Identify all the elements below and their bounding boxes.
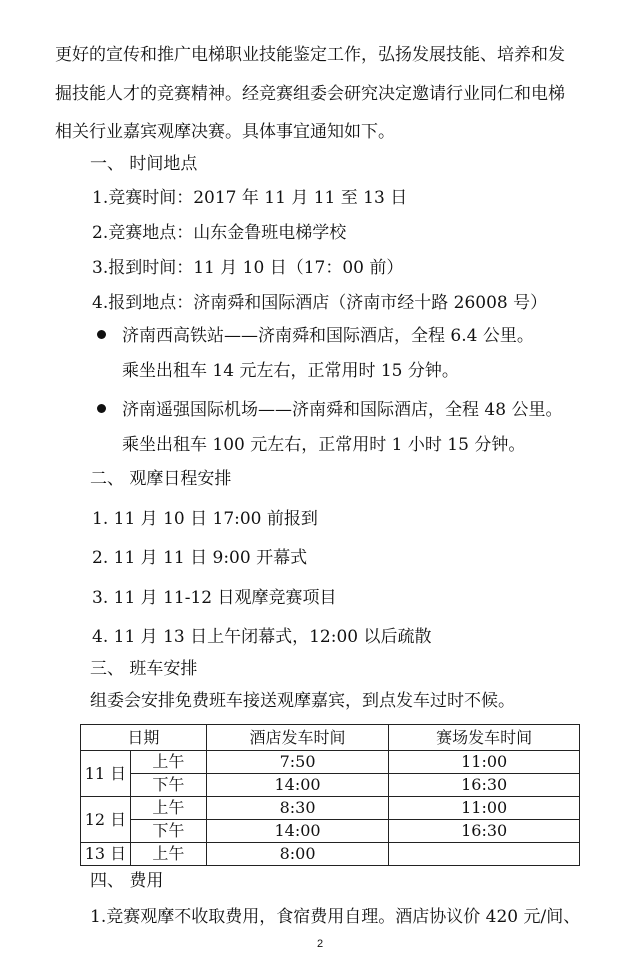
hotel-time-cell: 8:30 xyxy=(206,797,389,820)
list-item: 1.竞赛时间：2017 年 11 月 11 至 13 日 xyxy=(92,188,408,208)
bullet-item-line: 乘坐出租车 100 元左右，正常用时 1 小时 15 分钟。 xyxy=(122,435,526,455)
section-heading-time-location: 一、 时间地点 xyxy=(90,154,198,174)
venue-time-cell: 16:30 xyxy=(389,774,580,797)
bullet-icon xyxy=(97,404,106,413)
bullet-item-line: 济南遥强国际机场——济南舜和国际酒店，全程 48 公里。 xyxy=(122,400,563,420)
table-row xyxy=(81,843,580,866)
hotel-time-cell: 14:00 xyxy=(206,774,389,797)
date-cell: 13 日 xyxy=(81,843,131,866)
bullet-item-line: 济南西高铁站——济南舜和国际酒店，全程 6.4 公里。 xyxy=(122,326,534,346)
hotel-time-cell: 14:00 xyxy=(206,820,389,843)
venue-time-cell xyxy=(389,843,580,866)
table-row xyxy=(81,751,580,774)
list-item: 4.报到地点：济南舜和国际酒店（济南市经十路 26008 号） xyxy=(92,293,548,313)
table-row xyxy=(81,797,580,820)
list-item: 2. 11 月 11 日 9:00 开幕式 xyxy=(92,548,308,568)
date-cell: 11 日 xyxy=(81,751,131,797)
venue-time-cell: 11:00 xyxy=(389,797,580,820)
section-heading-shuttle: 三、 班车安排 xyxy=(90,659,198,679)
list-item: 3.报到时间：11 月 10 日（17：00 前） xyxy=(92,258,404,278)
period-cell: 上午 xyxy=(130,797,206,820)
intro-line: 掘技能人才的竞赛精神。经竞赛组委会研究决定邀请行业同仁和电梯 xyxy=(55,84,565,104)
hotel-time-cell: 7:50 xyxy=(206,751,389,774)
shuttle-note: 组委会安排免费班车接送观摩嘉宾，到点发车过时不候。 xyxy=(90,691,515,711)
table-header-cell: 酒店发车时间 xyxy=(206,725,389,751)
venue-time-cell: 16:30 xyxy=(389,820,580,843)
venue-time-cell: 11:00 xyxy=(389,751,580,774)
list-item: 3. 11 月 11-12 日观摩竞赛项目 xyxy=(92,588,337,608)
table-header-cell: 赛场发车时间 xyxy=(389,725,580,751)
page-number: 2 xyxy=(316,938,324,950)
period-cell: 下午 xyxy=(130,820,206,843)
table-header-row xyxy=(81,725,580,751)
table-row xyxy=(81,774,580,797)
period-cell: 上午 xyxy=(130,843,206,866)
list-item: 2.竞赛地点：山东金鲁班电梯学校 xyxy=(92,223,347,243)
date-cell: 12 日 xyxy=(81,797,131,843)
section-heading-fees: 四、 费用 xyxy=(90,871,164,891)
section-heading-schedule: 二、 观摩日程安排 xyxy=(90,469,232,489)
hotel-time-cell: 8:00 xyxy=(206,843,389,866)
period-cell: 上午 xyxy=(130,751,206,774)
intro-line: 更好的宣传和推广电梯职业技能鉴定工作，弘扬发展技能、培养和发 xyxy=(55,45,565,65)
bullet-item-line: 乘坐出租车 14 元左右，正常用时 15 分钟。 xyxy=(122,361,459,381)
list-item: 4. 11 月 13 日上午闭幕式，12:00 以后疏散 xyxy=(92,627,432,647)
table-row xyxy=(81,820,580,843)
list-item: 1. 11 月 10 日 17:00 前报到 xyxy=(92,509,318,529)
shuttle-table xyxy=(80,724,580,866)
intro-line: 相关行业嘉宾观摩决赛。具体事宜通知如下。 xyxy=(55,122,395,142)
fee-item: 1.竞赛观摩不收取费用，食宿费用自理。酒店协议价 420 元/间、 xyxy=(90,907,581,927)
bullet-icon xyxy=(97,330,106,339)
table-header-cell: 日期 xyxy=(81,725,207,751)
period-cell: 下午 xyxy=(130,774,206,797)
